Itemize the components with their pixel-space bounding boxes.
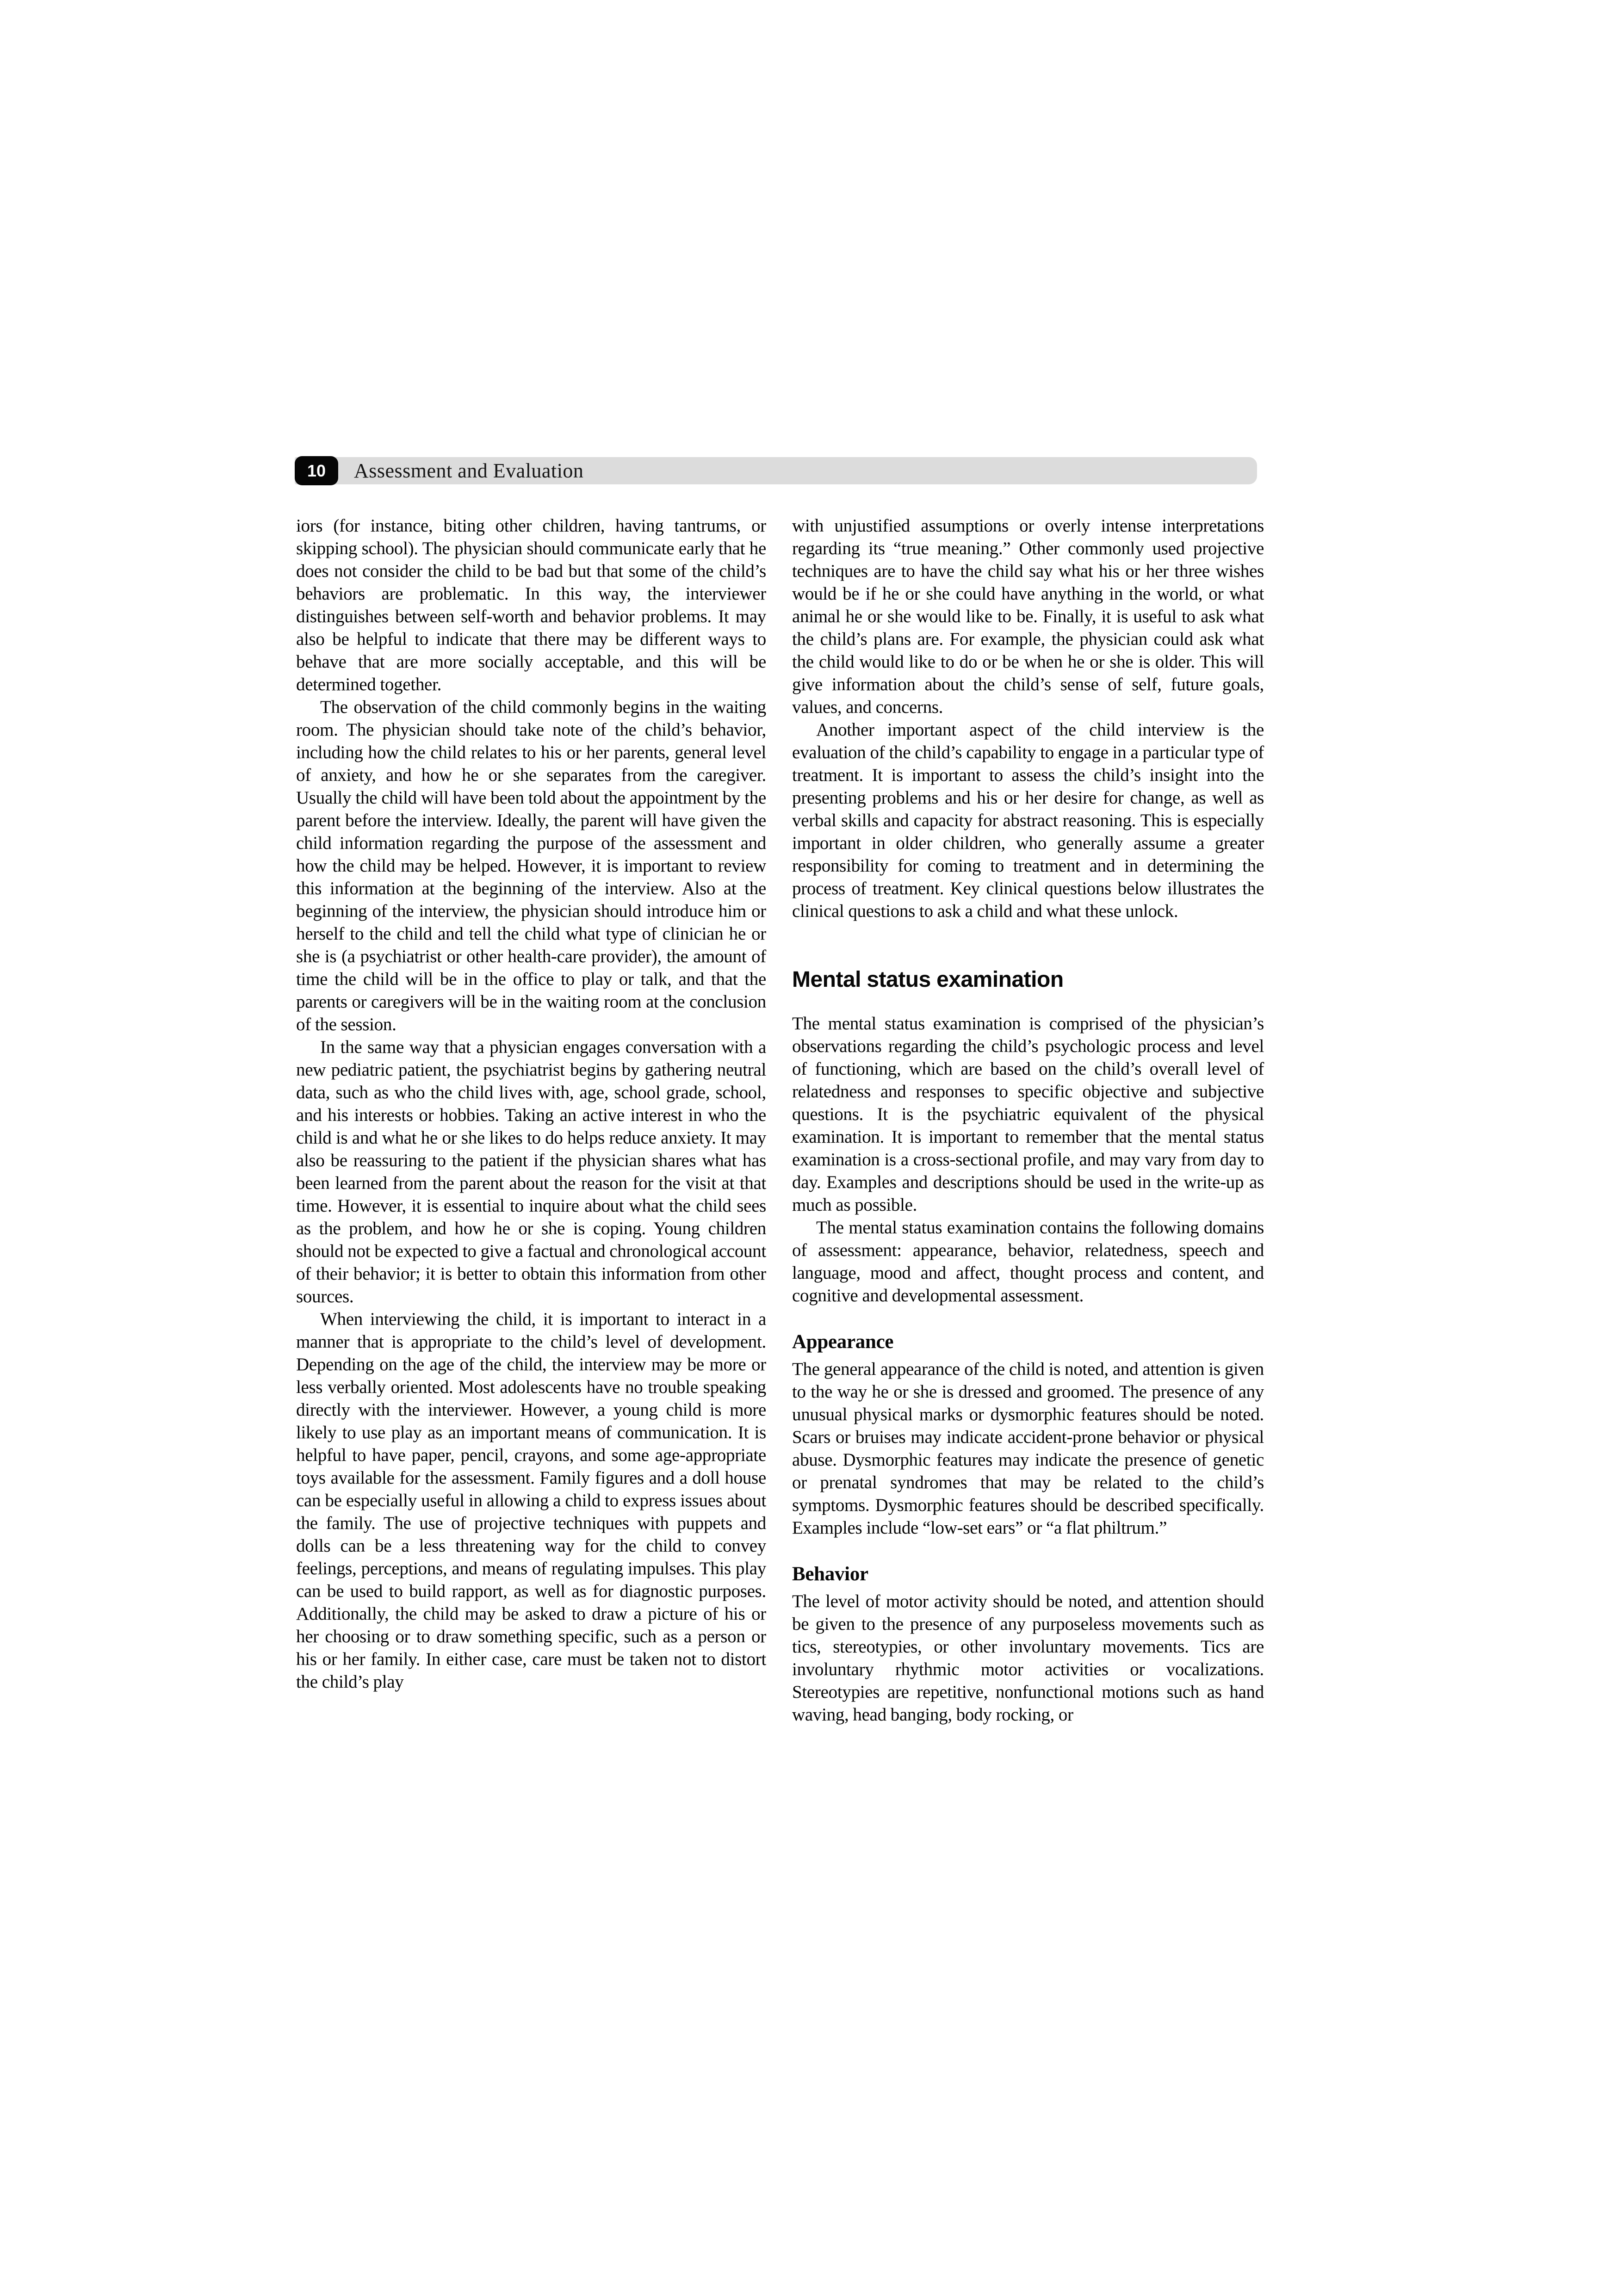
page-number-tab xyxy=(295,456,338,485)
running-head-title: Assessment and Evaluation xyxy=(354,459,584,482)
paragraph: The mental status examination contains the following domains of assessment: appearance, behavior, relatedness, speech and language, mood and affect, thought process and content, and cognitive and developmental assessment. xyxy=(792,1218,1264,1306)
right-column xyxy=(792,514,1264,1726)
left-column xyxy=(296,514,766,1693)
sub-heading-appearance: Appearance xyxy=(792,1331,894,1353)
paragraph: The level of motor activity should be noted, and attention should be given to the presence of any purposeless movements such as tics, stereotypies, or other involuntary movements. Tics are involuntary rhythmic motor activities or vocalizations. Stereotypies are repetitive, nonfunctional motions such as hand waving, head banging, body rocking, or xyxy=(792,1591,1264,1725)
paragraph: Another important aspect of the child interview is the evaluation of the child’s capability to engage in a particular type of treatment. It is important to assess the child’s insight into the presenting problems and his or her desire for change, as well as verbal skills and capacity for abstract reasoning. This is especially important in older children, who generally assume a greater responsibility for coming to treatment and in determining the process of treatment. Key clinical questions below illustrates the clinical questions to ask a child and what these unlock. xyxy=(792,720,1264,921)
paragraph: When interviewing the child, it is important to interact in a manner that is appropriate to the child’s level of development. Depending on the age of the child, the interview may be more or less verbally oriented. Most adolescents have no trouble speaking directly with the interviewer. However, a young child is more likely to use play as an important means of communication. It is helpful to have paper, pencil, crayons, and some age-appropriate toys available for the assessment. Family figures and a doll house can be especially useful in allowing a child to express issues about the family. The use of projective techniques with puppets and dolls can be a less threatening way for the child to convey feelings, perceptions, and means of regulating impulses. This play can be used to build rapport, as well as for diagnostic purposes. Additionally, the child may be asked to draw a picture of his or her choosing or to draw something specific, such as a person or his or her family. In either case, care must be taken not to distort the child’s play xyxy=(296,1309,766,1692)
page-number: 10 xyxy=(307,461,326,480)
paragraph: The general appearance of the child is noted, and attention is given to the way he or she is dressed and groomed. The presence of any unusual physical marks or dysmorphic features should be noted. Scars or bruises may indicate accident-prone behavior or physical abuse. Dysmorphic features may indicate the presence of genetic or prenatal syndromes that may be related to the child’s symptoms. Dysmorphic features should be described specifically. Examples include “low-set ears” or “a flat philtrum.” xyxy=(792,1359,1264,1538)
section-heading-mental-status-examination: Mental status examination xyxy=(792,967,1064,992)
sub-heading-behavior: Behavior xyxy=(792,1563,868,1585)
paragraph: The observation of the child commonly begins in the waiting room. The physician should take note of the child’s behavior, including how the child relates to his or her parents, general level of anxiety, and how he or she separates from the caregiver. Usually the child will have been told about the appointment by the parent before the interview. Ideally, the parent will have given the child information regarding the purpose of the assessment and how the child may be helped. However, it is important to review this information at the beginning of the interview. Also at the beginning of the interview, the physician should introduce him or herself to the child and tell the child what type of clinician he or she is (a psychiatrist or other health-care provider), the amount of time the child will be in the office to play or talk, and that the parents or caregivers will be in the waiting room at the conclusion of the session. xyxy=(296,697,766,1034)
running-head xyxy=(295,457,1257,484)
paragraph: The mental status examination is comprised of the physician’s observations regarding the child’s psychologic process and level of functioning, which are based on the child’s overall level of relatedness and responses to specific objective and subjective questions. It is the psychiatric equivalent of the physical examination. It is important to remember that the mental status examination is a cross-sectional profile, and may vary from day to day. Examples and descriptions should be used in the write-up as much as possible. xyxy=(792,1014,1264,1215)
paragraph: with unjustified assumptions or overly intense interpretations regarding its “true meaning.” Other commonly used projective techniques are to have the child say what his or her three wishes would be if he or she could have anything in the world, or what animal he or she would like to be. Finally, it is useful to ask what the child’s plans are. For example, the physician could ask what the child would like to do or be when he or she is older. This will give information about the child’s sense of self, future goals, values, and concerns. xyxy=(792,516,1264,717)
paragraph: In the same way that a physician engages conversation with a new pediatric patient, the psychiatrist begins by gathering neutral data, such as who the child lives with, age, school grade, school, and his interests or hobbies. Taking an active interest in who the child is and what he or she likes to do helps reduce anxiety. It may also be reassuring to the patient if the physician shares what has been learned from the parent about the reason for the visit at that time. However, it is essential to inquire about what the child sees as the problem, and how he or she is coping. Young children should not be expected to give a factual and chronological account of their behavior; it is better to obtain this information from other sources. xyxy=(296,1037,766,1306)
paragraph: iors (for instance, biting other children, having tantrums, or skipping school). The physician should communicate early that he does not consider the child to be bad but that some of the child’s behaviors are problematic. In this way, the interviewer distinguishes between self-worth and behavior problems. It may also be helpful to indicate that there may be different ways to behave that are more socially acceptable, and this will be determined together. xyxy=(296,516,766,694)
